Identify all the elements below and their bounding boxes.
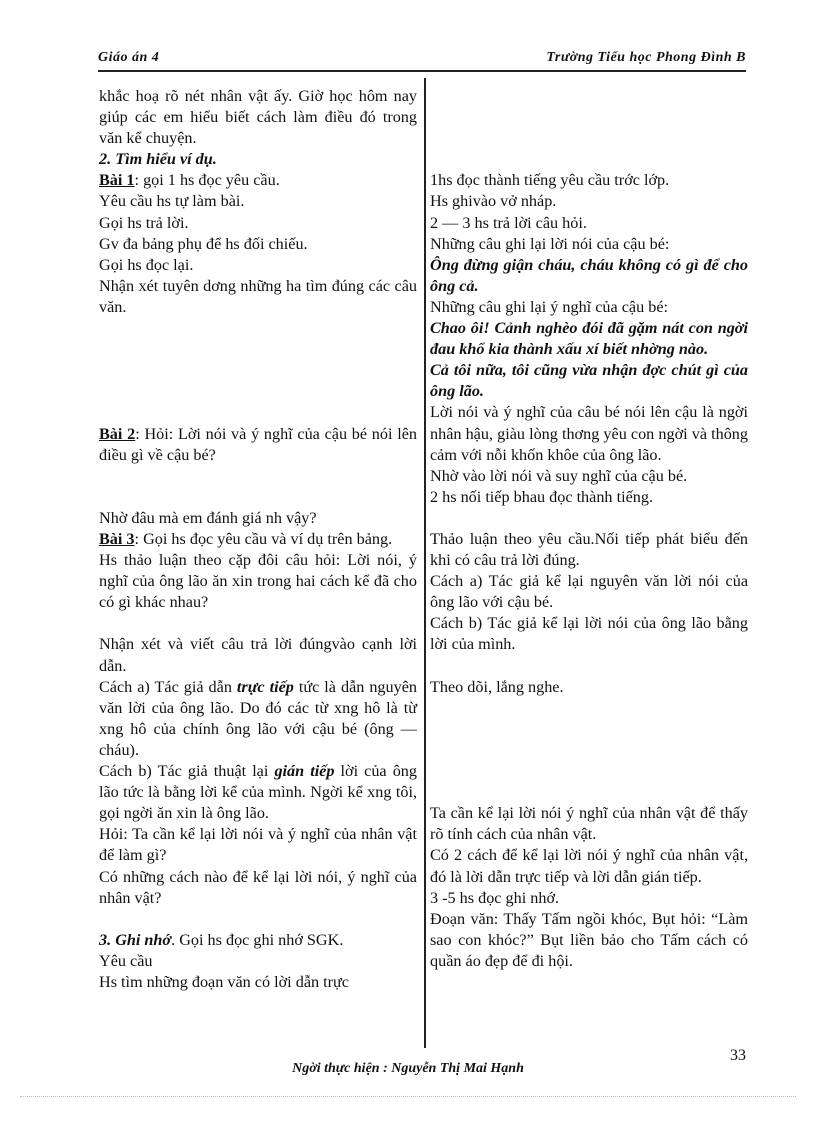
exercise-label: Bài 2 bbox=[99, 424, 136, 443]
spacer bbox=[430, 656, 748, 677]
exercise-label: Bài 1 bbox=[99, 171, 135, 190]
exercise-paragraph bbox=[99, 529, 417, 550]
spacer bbox=[430, 508, 748, 529]
paragraph: Gọi hs đọc lại. bbox=[99, 255, 194, 274]
quoted-sentence: Ông đừng giận cháu, cháu không có gì để cho ông cả. bbox=[430, 255, 748, 295]
note-heading: 3. Ghi nhớ bbox=[99, 930, 172, 949]
exercise-paragraph bbox=[99, 170, 417, 191]
spacer bbox=[430, 698, 748, 804]
exercise-label: Bài 3 bbox=[99, 530, 135, 548]
spacer bbox=[99, 466, 417, 508]
paragraph: Yêu cầu hs tự làm bài. bbox=[99, 192, 245, 211]
emphasis-span: trực tiếp bbox=[236, 677, 294, 696]
paragraph: Có 2 cách để kể lại lời nói ý nghĩ của nhân vật, đó là lời dẫn trực tiếp và lời dẫn gián tiếp. bbox=[430, 846, 748, 886]
paragraph: Hs tìm những đoạn văn có lời dẫn trực bbox=[99, 972, 349, 991]
paragraph: 1hs đọc thành tiếng yêu cầu trớc lớp. bbox=[430, 171, 670, 190]
paragraph: 3 -5 hs đọc ghi nhớ. bbox=[430, 888, 560, 907]
paragraph: Hs ghivào vở nháp. bbox=[430, 192, 557, 211]
spacer bbox=[99, 613, 417, 634]
paragraph: Những câu ghi lại ý nghĩ của cậu bé: bbox=[430, 297, 669, 316]
student-column bbox=[430, 86, 748, 972]
paragraph: 2 — 3 hs trả lời câu hỏi. bbox=[430, 213, 587, 232]
paragraph: Gv đa bảng phụ để hs đối chiếu. bbox=[99, 234, 308, 253]
page-number: 33 bbox=[730, 1047, 746, 1064]
page-header bbox=[98, 50, 746, 72]
paragraph: Có những cách nào để kể lại lời nói, ý nghĩ của nhân vật? bbox=[99, 867, 417, 907]
header-school: Trường Tiểu học Phong Đình B bbox=[546, 50, 746, 65]
bottom-border bbox=[20, 1096, 796, 1097]
header-subject: Giáo án 4 bbox=[98, 50, 160, 65]
explanation-paragraph bbox=[99, 677, 417, 761]
paragraph: Cách a) Tác giả kể lại nguyên văn lời nói của ông lão với cậu bé. bbox=[430, 572, 748, 612]
paragraph: Nhận xét tuyên dơng những ha tìm đúng các câu văn. bbox=[99, 276, 417, 316]
paragraph: 2 hs nối tiếp bhau đọc thành tiếng. bbox=[430, 487, 653, 506]
paragraph: Cách b) Tác giả kể lại lời nói của ông lão bằng lời của mình. bbox=[430, 614, 748, 654]
paragraph: Nhờ vào lời nói và suy nghĩ của cậu bé. bbox=[430, 466, 688, 485]
paragraph: Gọi hs trả lời. bbox=[99, 213, 189, 232]
paragraph: Hs thảo luận theo cặp đôi câu hỏi: Lời nói, ý nghĩ của ông lão ăn xin trong hai cách kể đã cho có gì khác nhau? bbox=[99, 551, 417, 612]
quoted-sentence: Cả tôi nữa, tôi cũng vừa nhận đợc chút gì của ông lão. bbox=[430, 361, 748, 401]
header-rule bbox=[98, 70, 746, 72]
exercise-paragraph bbox=[99, 424, 417, 466]
paragraph: khắc hoạ rõ nét nhân vật ấy. Giờ học hôm nay giúp các em hiểu biết cách làm điều đó trong văn kể chuyện. bbox=[99, 87, 417, 148]
exercise-text: : Hỏi: Lời nói và ý nghĩ của cậu bé nói lên điều gì về cậu bé? bbox=[99, 424, 417, 464]
paragraph: Nhờ đâu mà em đánh giá nh vậy? bbox=[99, 508, 317, 527]
note-paragraph bbox=[99, 930, 417, 951]
exercise-text: : gọi 1 hs đọc yêu cầu. bbox=[134, 171, 280, 190]
paragraph: Những câu ghi lại lời nói của cậu bé: bbox=[430, 234, 670, 253]
paragraph: Thảo luận theo yêu cầu.Nối tiếp phát biểu đến khi có câu trả lời đúng. bbox=[430, 529, 748, 570]
paragraph: Yêu cầu bbox=[99, 951, 153, 970]
quoted-sentence: Chao ôi! Cảnh nghèo đói đã gặm nát con ngời đau khổ kia thành xấu xí biết nhờng nào. bbox=[430, 319, 748, 359]
section-heading: 2. Tìm hiểu ví dụ. bbox=[99, 150, 217, 169]
exercise-text: : Gọi hs đọc yêu cầu và ví dụ trên bảng. bbox=[134, 530, 393, 548]
note-text: . Gọi hs đọc ghi nhớ SGK. bbox=[171, 930, 344, 949]
paragraph: Lời nói và ý nghĩ của câu bé nói lên cậu là ngời nhân hậu, giàu lòng thơng yêu con ngời và thông cảm với nỗi khốn khôe của ông lão. bbox=[430, 403, 748, 464]
emphasis-span: gián tiếp bbox=[274, 762, 335, 781]
paragraph: Hỏi: Ta cần kể lại lời nói và ý nghĩ của nhân vật để làm gì? bbox=[99, 825, 417, 865]
paragraph: Ta cần kể lại lời nói ý nghĩ của nhân vật để thấy rõ tính cách của nhân vật. bbox=[430, 804, 748, 844]
page-footer: Ngời thực hiện : Nguyễn Thị Mai Hạnh bbox=[292, 1061, 524, 1076]
spacer bbox=[99, 909, 417, 930]
paragraph: Theo dõi, lắng nghe. bbox=[430, 677, 564, 696]
explanation-paragraph bbox=[99, 761, 417, 824]
text-span: tức là dẫn nguyên văn lời của ông lão. Do đó các từ xng hô là từ xng hô của chính ông lão với cậu bé (ông — cháu). bbox=[99, 677, 417, 759]
paragraph: Nhận xét và viết câu trả lời đúngvào cạnh lời dẫn. bbox=[99, 635, 417, 675]
spacer bbox=[430, 86, 748, 170]
spacer bbox=[99, 318, 417, 424]
column-divider bbox=[424, 78, 426, 1048]
text-span: lời của ông lão tức là bằng lời kể của mình. Ngời kể xng tôi, gọi ngời ăn xin là ông lão. bbox=[99, 762, 417, 823]
teacher-column bbox=[99, 86, 417, 993]
paragraph: Đoạn văn: Thấy Tấm ngồi khóc, Bụt hỏi: “Làm sao con khóc?” Bụt liền bảo cho Tấm cách có quần áo đẹp để đi hội. bbox=[430, 909, 748, 970]
text-span: Cách b) Tác giả thuật lại bbox=[99, 762, 275, 781]
text-span: Cách a) Tác giả dẫn bbox=[99, 677, 237, 696]
